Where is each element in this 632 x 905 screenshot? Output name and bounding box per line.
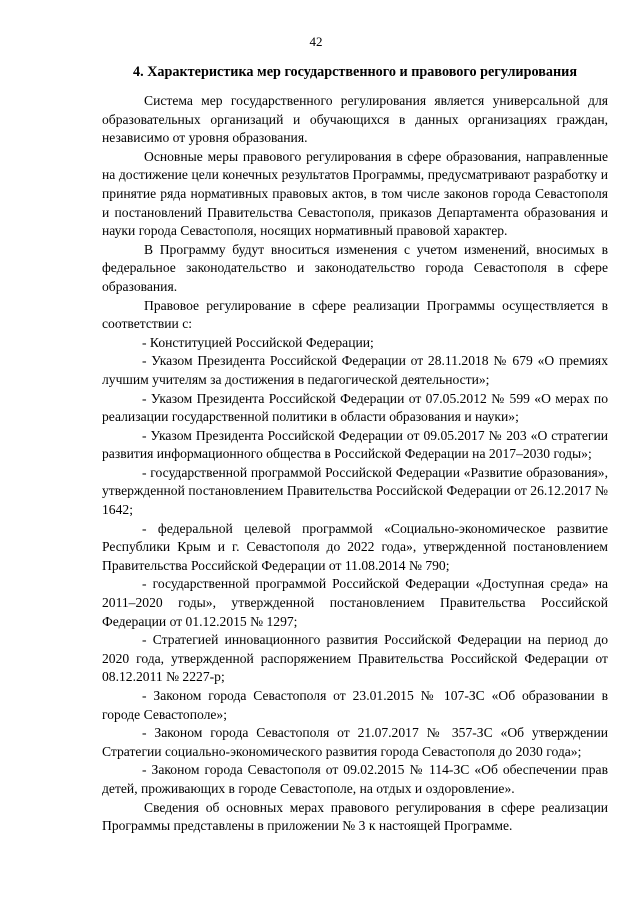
legal-act-item: - Конституцией Российской Федерации; <box>142 334 374 350</box>
legal-act-item: - Указом Президента Российской Федерации от 28.11.2018 № 679 «О премиях лучшим учителям за достижения в педагогической деятельности»; <box>102 353 608 387</box>
legal-act-item: - государственной программой Российской Федерации «Доступная среда» на 2011–2020 годы», утвержденной постановлением Правительства Российской Федерации от 01.12.2015 № 1297; <box>102 576 608 629</box>
legal-act-item: - Указом Президента Российской Федерации от 09.05.2017 № 203 «О стратегии развития информационного общества в Российской Федерации на 2017–2030 годы»; <box>102 427 608 462</box>
legal-act-item: - Указом Президента Российской Федерации от 07.05.2012 № 599 «О мерах по реализации государственной политики в области образования и науки»; <box>102 390 608 425</box>
legal-act-item: - Законом города Севастополя от 09.02.2015 № 114-ЗС «Об обеспечении прав детей, проживающих в городе Севастополе, на отдых и оздоровление». <box>102 762 608 796</box>
legal-act-item: - федеральной целевой программой «Социально-экономическое развитие Республики Крым и г. Севастополя до 2022 года», утвержденной постановлением Правительства Российской Федерации от 11.08.2014 № 790; <box>102 520 608 573</box>
legal-act-item: - Законом города Севастополя от 23.01.2015 № 107-ЗС «Об образовании в городе Севастополе»; <box>102 688 608 722</box>
page-number: 42 <box>309 34 323 49</box>
document-body <box>102 92 608 836</box>
closing-paragraph: Сведения об основных мерах правового регулирования в сфере реализации Программы представлены в приложении № 3 к настоящей Программе. <box>102 799 608 834</box>
paragraph: В Программу будут вноситься изменения с учетом изменений, вносимых в федеральное законодательство и законодательство города Севастополя в сфере образования. <box>102 241 608 294</box>
legal-act-item: - государственной программой Российской Федерации «Развитие образования», утвержденной постановлением Правительства Российской Федерации от 26.12.2017 № 1642; <box>102 464 608 518</box>
section-heading: 4. Характеристика мер государственного и правового регулирования <box>133 64 577 80</box>
paragraph: Правовое регулирование в сфере реализации Программы осуществляется в соответствии с: <box>102 297 608 332</box>
paragraph: Система мер государственного регулирования является универсальной для образовательных организаций и обучающихся в данных организациях граждан, независимо от уровня образования. <box>102 93 608 146</box>
paragraph: Основные меры правового регулирования в сфере образования, направленные на достижение цели конечных результатов Программы, предусматривают разработку и принятие ряда нормативных правовых актов, в том числе законов города Севастополя и постановлений Правительства Севастополя, приказов Департамента образования и науки города Севастополя, носящих нормативный правовой характер. <box>102 148 608 239</box>
legal-act-item: - Стратегией инновационного развития Российской Федерации на период до 2020 года, утвержденной распоряжением Правительства Российской Федерации от 08.12.2011 № 2227-р; <box>102 632 608 685</box>
legal-act-item: - Законом города Севастополя от 21.07.2017 № 357-ЗС «Об утверждении Стратегии социально-экономического развития города Севастополя до 2030 года»; <box>102 725 608 759</box>
